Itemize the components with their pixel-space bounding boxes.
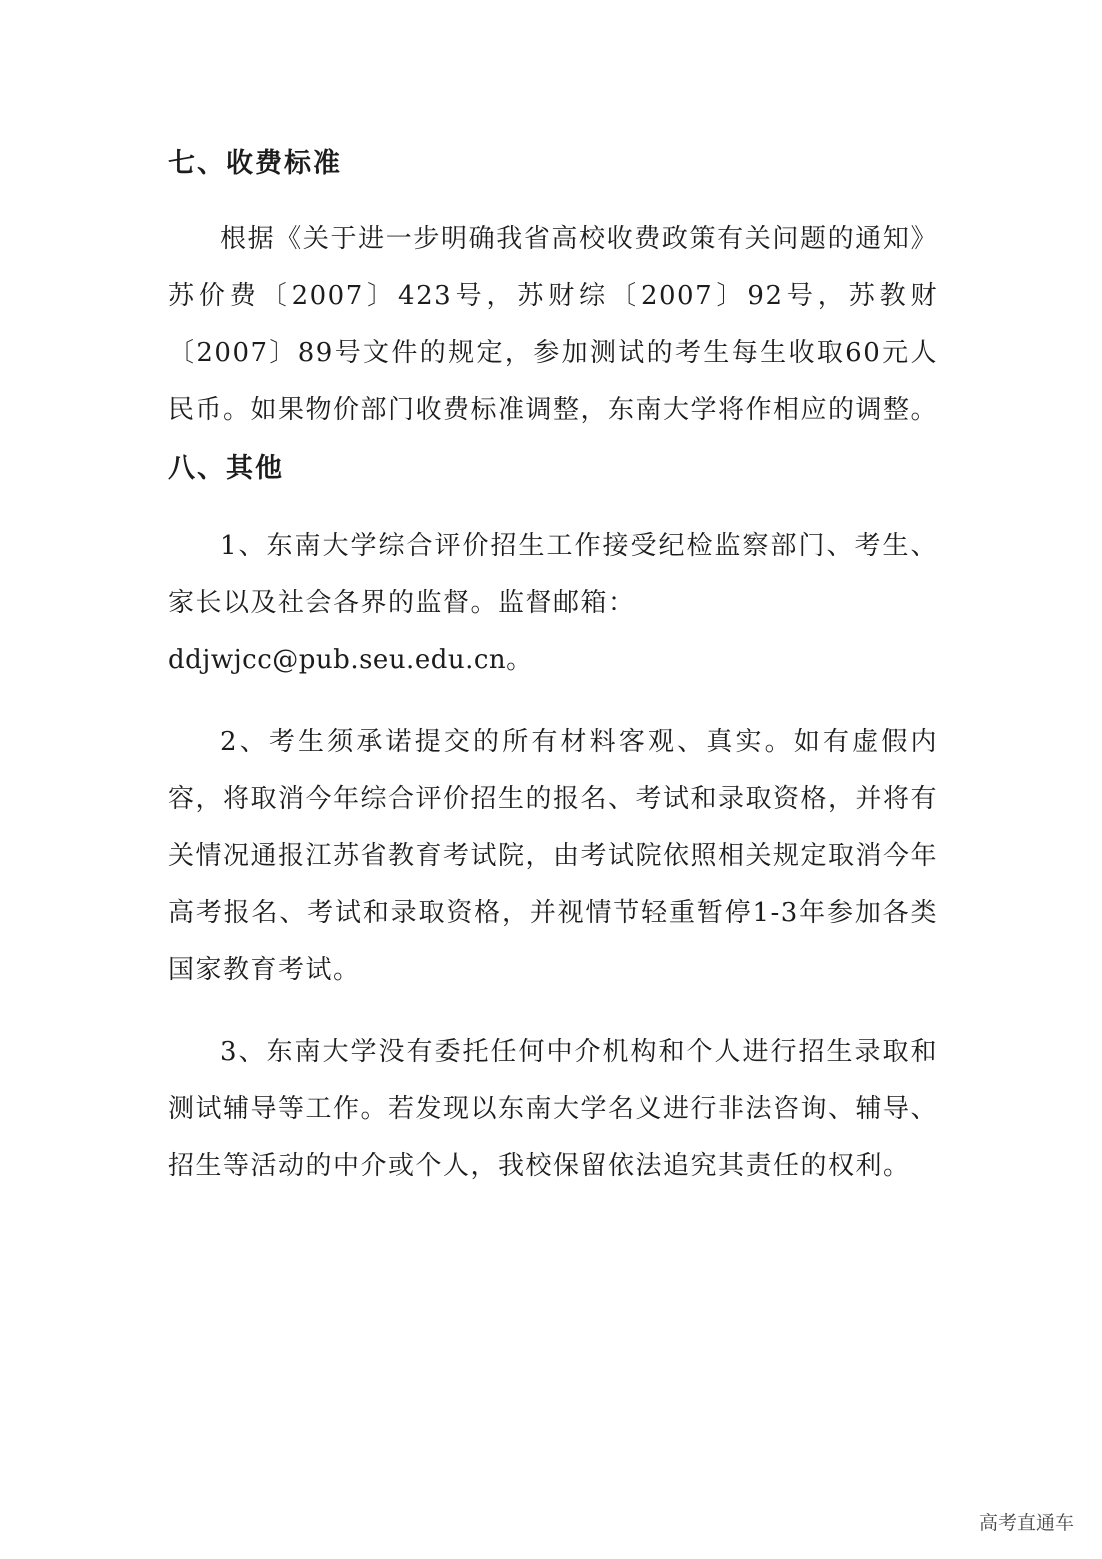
section-8-item-2: 2、考生须承诺提交的所有材料客观、真实。如有虚假内容，将取消今年综合评价招生的报名、考试和录取资格，并将有关情况通报江苏省教育考试院，由考试院依照相关规定取消今年高考报名、考试和录取资格，并视情节轻重暂停1-3年参加各类国家教育考试。 — [168, 727, 939, 985]
section-7-paragraph: 根据《关于进一步明确我省高校收费政策有关问题的通知》苏价费〔2007〕423号，苏财综〔2007〕92号，苏教财〔2007〕89号文件的规定，参加测试的考生每生收取60元人民币。如果物价部门收费标准调整，东南大学将作相应的调整。 — [168, 224, 939, 425]
document-page — [168, 142, 938, 1195]
section-8-heading: 八、其他 — [168, 453, 284, 484]
supervision-email: ddjwjcc@pub.seu.edu.cn。 — [168, 645, 533, 675]
section-8-item-3: 3、东南大学没有委托任何中介机构和个人进行招生录取和测试辅导等工作。若发现以东南大学名义进行非法咨询、辅导、招生等活动的中介或个人，我校保留依法追究其责任的权利。 — [168, 1037, 939, 1181]
section-8-item-1: 1、东南大学综合评价招生工作接受纪检监察部门、考生、家长以及社会各界的监督。监督邮箱： — [168, 531, 938, 618]
source-watermark: 高考直通车 — [978, 1512, 1074, 1534]
section-7-heading: 七、收费标准 — [168, 148, 342, 179]
